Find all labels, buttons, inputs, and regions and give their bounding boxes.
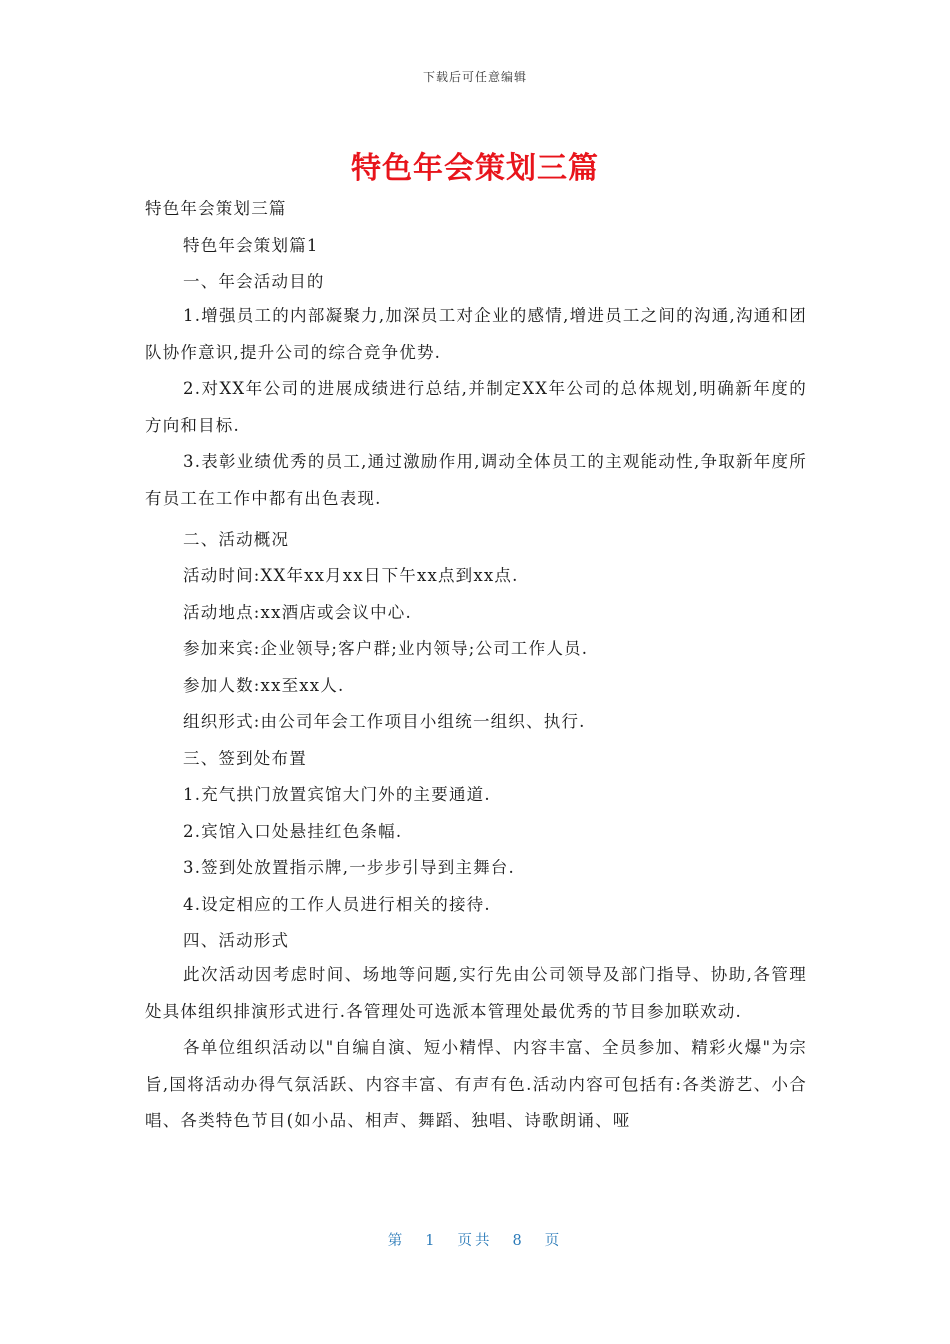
section-heading-2: 二、活动概况 [183, 529, 290, 549]
page-number: 1 [425, 1233, 438, 1249]
activity-location: 活动地点:xx酒店或会议中心. [183, 602, 412, 622]
body-heading: 特色年会策划三篇 [145, 199, 287, 218]
paragraph-objective-2: 2.对XX年公司的进展成绩进行总结,并制定XX年公司的总体规划,明确新年度的方向和目标. [145, 379, 807, 435]
header-note: 下载后可任意编辑 [422, 70, 527, 84]
checkin-item-2: 2.宾馆入口处悬挂红色条幅. [183, 821, 403, 841]
section-heading-4: 四、活动形式 [183, 931, 290, 950]
document-body [145, 194, 807, 1140]
paragraph-format-2: 各单位组织活动以"自编自演、短小精悍、内容丰富、全员参加、精彩火爆"为宗旨,国将活动办得气氛活跃、内容丰富、有声有色.活动内容可包括有:各类游艺、小合唱、各类特色节目(如小品、相声、舞蹈、独唱、诗歌朗诵、哑 [145, 1038, 807, 1130]
total-pages: 8 [512, 1233, 525, 1249]
activity-headcount: 参加人数:xx至xx人. [183, 675, 345, 695]
page-suffix: 页 [544, 1233, 563, 1249]
activity-guests: 参加来宾:企业领导;客户群;业内领导;公司工作人员. [183, 639, 589, 658]
page-footer [0, 1229, 950, 1250]
checkin-item-1: 1.充气拱门放置宾馆大门外的主要通道. [183, 785, 491, 804]
activity-time: 活动时间:XX年xx月xx日下午xx点到xx点. [183, 566, 519, 585]
section-heading-3: 三、签到处布置 [183, 748, 307, 768]
total-label: 页共 [457, 1233, 493, 1249]
document-title: 特色年会策划三篇 [351, 151, 599, 186]
section-heading-1: 一、年会活动目的 [183, 272, 325, 291]
section-subtitle: 特色年会策划篇1 [183, 235, 319, 255]
paragraph-format-1: 此次活动因考虑时间、场地等问题,实行先由公司领导及部门指导、协助,各管理处具体组织排演形式进行.各管理处可选派本管理处最优秀的节目参加联欢动. [145, 965, 807, 1021]
checkin-item-4: 4.设定相应的工作人员进行相关的接待. [183, 894, 491, 914]
paragraph-objective-3: 3.表彰业绩优秀的员工,通过激励作用,调动全体员工的主观能动性,争取新年度所有员工在工作中都有出色表现. [145, 452, 807, 508]
paragraph-objective-1: 1.增强员工的内部凝聚力,加深员工对企业的感情,增进员工之间的沟通,沟通和团队协作意识,提升公司的综合竞争优势. [145, 306, 807, 362]
page-label: 第 [387, 1233, 406, 1249]
checkin-item-3: 3.签到处放置指示牌,一步步引导到主舞台. [183, 858, 515, 877]
activity-organization: 组织形式:由公司年会工作项目小组统一组织、执行. [183, 712, 586, 731]
